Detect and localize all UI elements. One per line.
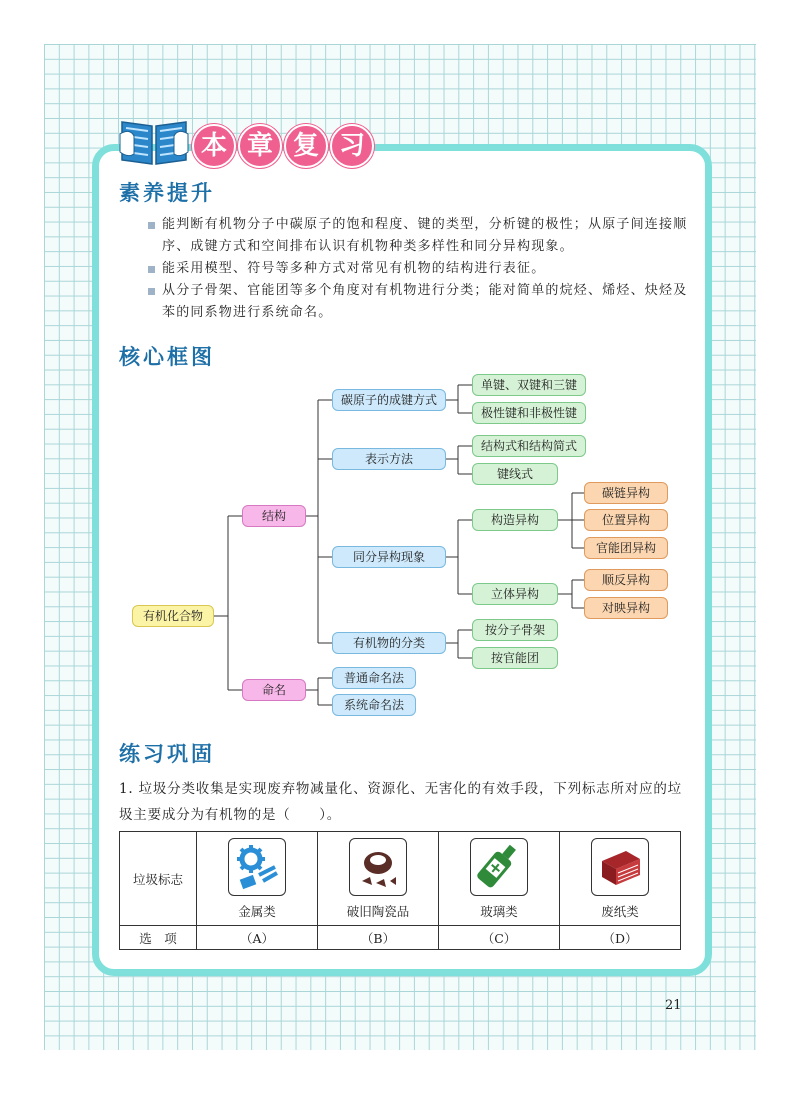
node-polarity: 极性键和非极性键 [472, 402, 586, 424]
node-stereoisomerism: 立体异构 [472, 583, 558, 605]
option-a: （A） [197, 926, 318, 950]
sign-label: 金属类 [238, 903, 276, 919]
node-bonding: 碳原子的成键方式 [332, 389, 446, 411]
page-number: 21 [665, 998, 682, 1013]
node-position-isomerism: 位置异构 [584, 509, 668, 531]
section-title-literacy: 素养提升 [119, 181, 215, 205]
node-functional-isomerism: 官能团异构 [584, 537, 668, 559]
node-classification: 有机物的分类 [332, 632, 446, 654]
option-d: （D） [560, 926, 681, 950]
bullet-text: 能采用模型、符号等多种方式对常见有机物的结构进行表征。 [162, 261, 546, 276]
sign-label: 废纸类 [601, 903, 639, 919]
node-representation: 表示方法 [332, 448, 446, 470]
node-bond-types: 单键、双键和三键 [472, 374, 586, 396]
sign-cell [560, 832, 681, 926]
sign-cell [197, 832, 318, 926]
metal-recycling-icon [228, 838, 286, 896]
node-by-skeleton: 按分子骨架 [472, 619, 558, 641]
sign-cell [318, 832, 439, 926]
option-b: （B） [318, 926, 439, 950]
sign-label: 破旧陶瓷品 [346, 903, 410, 919]
node-naming: 命名 [242, 679, 306, 701]
sign-label: 玻璃类 [480, 903, 518, 919]
bullet-text: 能判断有机物分子中碳原子的饱和程度、键的类型，分析键的极性；从原子间连接顺序、成键方式和空间排布认识有机物种类多样性和同分异构现象。 [162, 217, 688, 254]
node-structure: 结构 [242, 505, 306, 527]
node-chain-isomerism: 碳链异构 [584, 482, 668, 504]
node-isomerism: 同分异构现象 [332, 546, 446, 568]
node-common-naming: 普通命名法 [332, 667, 416, 689]
question-1: 1. 垃圾分类收集是实现废弃物减量化、资源化、无害化的有效手段，下列标志所对应的垃圾主要成分为有机物的是（ ）。 [119, 781, 682, 823]
glass-bottle-icon [470, 838, 528, 896]
node-systematic-naming: 系统命名法 [332, 694, 416, 716]
section-title-practice: 练习巩固 [119, 742, 215, 766]
bullet-text: 从分子骨架、官能团等多个角度对有机物进行分类；能对简单的烷烃、烯烃、炔烃及苯的同系物进行系统命名。 [162, 283, 688, 320]
title-char: 本 [192, 124, 236, 168]
title-char: 章 [238, 124, 282, 168]
ceramics-icon [349, 838, 407, 896]
waste-sign-table [119, 831, 681, 950]
option-c: （C） [439, 926, 560, 950]
node-line-formula: 键线式 [472, 463, 558, 485]
row-header-signs: 垃圾标志 [120, 832, 197, 926]
row-header-options: 选 项 [120, 926, 197, 950]
node-constitutional-isomerism: 构造异构 [472, 509, 558, 531]
node-enantiomerism: 对映异构 [584, 597, 668, 619]
title-char: 习 [330, 124, 374, 168]
node-cis-trans-isomerism: 顺反异构 [584, 569, 668, 591]
section-title-framework: 核心框图 [119, 345, 215, 369]
node-by-functional-group: 按官能团 [472, 647, 558, 669]
node-structural-formula: 结构式和结构简式 [472, 435, 586, 457]
node-organic-compounds: 有机化合物 [132, 605, 214, 627]
title-char: 复 [284, 124, 328, 168]
waste-paper-icon [591, 838, 649, 896]
sign-cell [439, 832, 560, 926]
